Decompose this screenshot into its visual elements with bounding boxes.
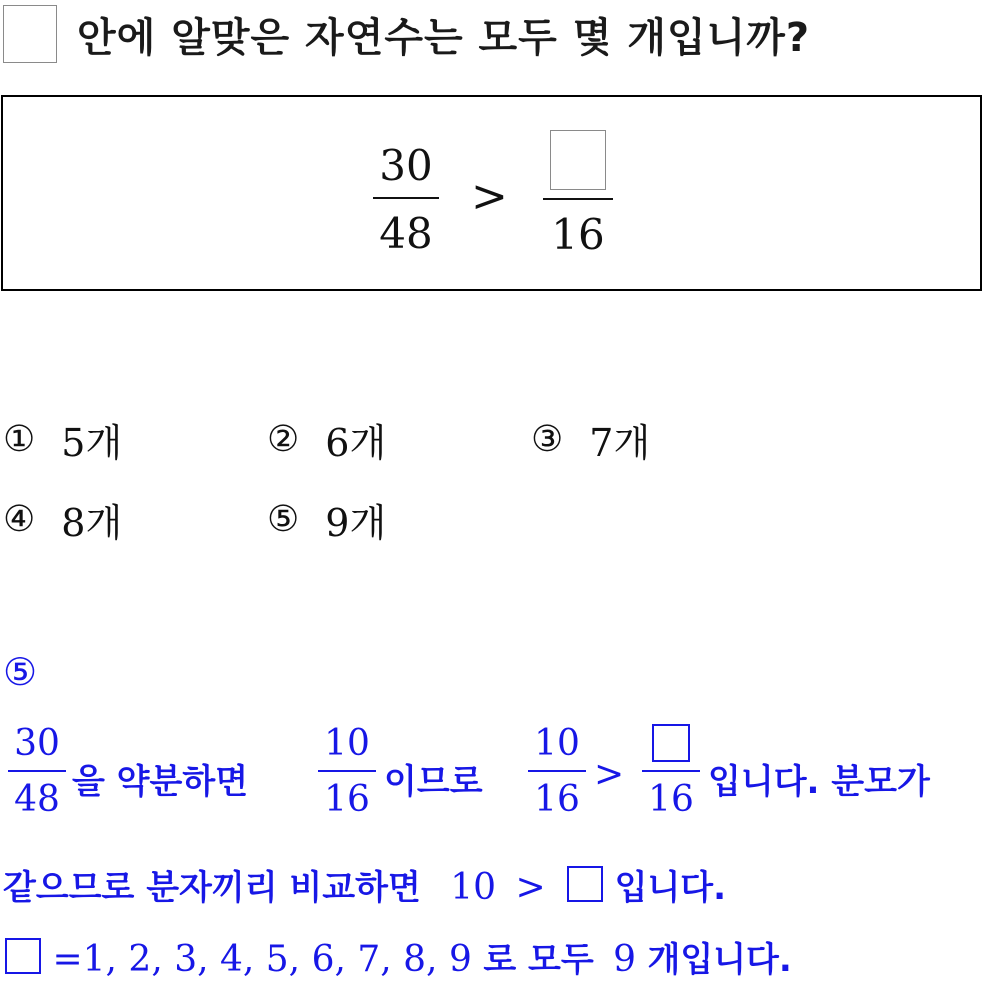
fraction-bar — [373, 197, 439, 199]
solution-text: 로 모두 — [483, 940, 594, 980]
choice-2[interactable] — [267, 412, 386, 467]
choice-label: 8개 — [61, 501, 123, 545]
inequality-box — [1, 95, 982, 291]
solution-answer: ⑤ — [3, 650, 38, 694]
choice-5[interactable] — [267, 492, 386, 547]
solution-text: 같으므로 분자끼리 비교하면 — [3, 868, 421, 908]
choice-4[interactable] — [3, 492, 122, 547]
choice-marker: ① — [3, 419, 36, 460]
choice-label: 6개 — [325, 421, 387, 465]
solution-text: 입니다. — [614, 868, 727, 908]
choice-label: 9개 — [325, 501, 387, 545]
fraction-bar — [642, 770, 700, 772]
solution-text: 을 약분하면 — [72, 762, 249, 802]
answer-blank-box — [3, 5, 57, 63]
choice-marker: ⑤ — [267, 499, 300, 540]
question-row — [3, 3, 810, 65]
fraction-bar — [318, 770, 376, 772]
blank-box — [5, 938, 41, 974]
number: 10 — [450, 867, 497, 908]
fraction-right — [543, 130, 613, 259]
fraction-10-16 — [318, 723, 376, 820]
choice-marker: ④ — [3, 499, 36, 540]
greater-than-sign: > — [471, 171, 508, 222]
numerator-blank-box — [550, 130, 606, 190]
numerator: 10 — [324, 723, 370, 764]
solution-text: 이므로 — [384, 762, 483, 802]
question-text: 안에 알맞은 자연수는 모두 몇 개입니까? — [77, 14, 811, 61]
choice-label: 5개 — [61, 421, 123, 465]
numerator: 10 — [534, 723, 580, 764]
solution-line-1 — [0, 720, 993, 830]
fraction-blank-16 — [642, 724, 700, 818]
number: 9 — [613, 939, 637, 980]
fraction-left-numerator: 30 — [379, 141, 433, 190]
fraction-right-denominator: 16 — [551, 210, 605, 259]
solution-line-2 — [3, 860, 726, 909]
choice-marker: ③ — [531, 419, 564, 460]
blank-box — [567, 866, 603, 902]
denominator: 48 — [14, 779, 60, 820]
denominator: 16 — [648, 779, 694, 820]
fraction-bar — [528, 770, 586, 772]
fraction-10-16 — [528, 723, 586, 820]
fraction-bar — [8, 770, 66, 772]
solution-text: 입니다. 분모가 — [708, 762, 930, 802]
choice-3[interactable] — [531, 412, 650, 467]
fraction-left-denominator: 48 — [379, 209, 433, 258]
denominator: 16 — [534, 779, 580, 820]
blank-box — [652, 724, 690, 762]
fraction-30-48 — [8, 723, 66, 820]
numerator: 30 — [14, 723, 60, 764]
solution-text: 개입니다. — [647, 940, 792, 980]
number-list: =1, 2, 3, 4, 5, 6, 7, 8, 9 — [52, 939, 472, 980]
denominator: 16 — [324, 779, 370, 820]
choice-1[interactable] — [3, 412, 122, 467]
solution-line-3 — [5, 932, 792, 981]
greater-than-sign: > — [515, 867, 546, 908]
greater-than-sign: > — [594, 754, 625, 795]
fraction-bar — [543, 198, 613, 200]
choice-marker: ② — [267, 419, 300, 460]
fraction-left — [373, 141, 439, 258]
choice-label: 7개 — [589, 421, 651, 465]
